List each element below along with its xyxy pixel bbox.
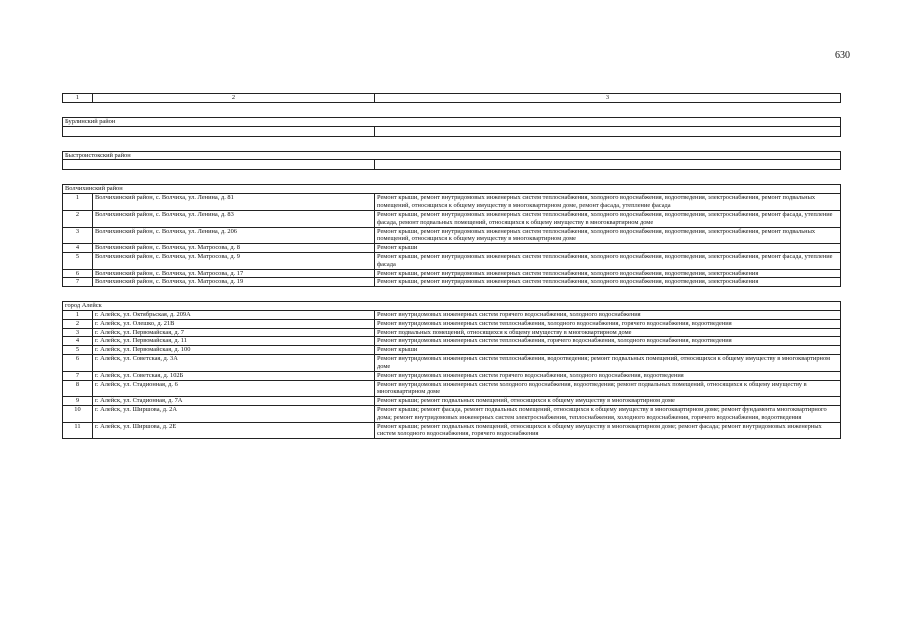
- row-number: 2: [63, 319, 93, 328]
- row-address: г. Алейск, ул. Ширшова, д. 2А: [93, 405, 375, 422]
- table-row: [63, 380, 841, 397]
- row-number: 3: [63, 227, 93, 244]
- table-row: [63, 422, 841, 439]
- row-address: Волчихинский район, с. Волчиха, ул. Матросова, д. 8: [93, 244, 375, 253]
- row-address: Волчихинский район, с. Волчиха, ул. Матросова, д. 17: [93, 269, 375, 278]
- header-col-1: 1: [63, 94, 93, 103]
- section-row: [63, 117, 841, 126]
- row-number: 2: [63, 210, 93, 227]
- row-works: Ремонт крыши; ремонт подвальных помещений, относящихся к общему имуществу в многоквартирном доме: [375, 397, 841, 406]
- section-row: [63, 151, 841, 160]
- row-works: Ремонт крыши, ремонт внутридомовых инженерных систем теплоснабжения, холодного водоснабжения, водоотведения, электроснабжения, ремонт подвальных помещений, относящихся к общему имуществу в многоквартирном доме, ремонт фасада, утепление фасада: [375, 194, 841, 211]
- row-number: 6: [63, 355, 93, 372]
- row-works: Ремонт внутридомовых инженерных систем горячего водоснабжения, холодного водоснабжения: [375, 311, 841, 320]
- row-works: Ремонт крыши, ремонт внутридомовых инженерных систем теплоснабжения, холодного водоснабжения, водоотведения, электроснабжения, ремонт фасада, утепление фасада: [375, 252, 841, 269]
- table-row: [63, 319, 841, 328]
- header-col-3: 3: [375, 94, 841, 103]
- section-spacer: [63, 102, 841, 117]
- row-number: 4: [63, 337, 93, 346]
- row-address: г. Алейск, ул. Первомайская, д. 11: [93, 337, 375, 346]
- row-number: 6: [63, 269, 93, 278]
- row-works: Ремонт крыши, ремонт внутридомовых инженерных систем теплоснабжения, холодного водоснабжения, водоотведения, электроснабжения, ремонт фасада, утепление фасада, ремонт подвальных помещений, относящихся к общему имуществу в многоквартирном доме: [375, 210, 841, 227]
- row-address: Волчихинский район, с. Волчиха, ул. Матросова, д. 19: [93, 278, 375, 287]
- blank-cell: [63, 126, 375, 136]
- row-address: г. Алейск, ул. Стадионная, д. 7А: [93, 397, 375, 406]
- row-works: Ремонт внутридомовых инженерных систем холодного водоснабжения, водоотведения; ремонт подвальных помещений, относящихся к общему имуществу в многоквартирном доме: [375, 380, 841, 397]
- row-number: 7: [63, 371, 93, 380]
- table-row: [63, 269, 841, 278]
- row-works: Ремонт крыши; ремонт фасада, ремонт подвальных помещений, относящихся к общему имуществу в многоквартирном доме; ремонт фундамента многоквартирного дома; ремонт внутридомовых инженерных систем электроснабжения, теплоснабжения, холодного водоснабжения, горячего водоснабжения, водоотведения: [375, 405, 841, 422]
- row-works: Ремонт крыши: [375, 346, 841, 355]
- table-row: [63, 355, 841, 372]
- section-row: [63, 185, 841, 194]
- row-address: г. Алейск, ул. Советская, д. 3А: [93, 355, 375, 372]
- blank-cell: [375, 126, 841, 136]
- row-works: Ремонт крыши, ремонт внутридомовых инженерных систем теплоснабжения, холодного водоснабжения, водоотведения, электроснабжения: [375, 269, 841, 278]
- row-works: Ремонт внутридомовых инженерных систем теплоснабжения, водоотведения; ремонт подвальных помещений, относящихся к общему имуществу в многоквартирном доме: [375, 355, 841, 372]
- row-number: 8: [63, 380, 93, 397]
- blank-cell: [63, 160, 375, 170]
- row-works: Ремонт крыши; ремонт подвальных помещений, относящихся к общему имуществу в многоквартирном доме; ремонт фасада; ремонт внутридомовых инженерных систем холодного водоснабжения, горячего водоснабжения: [375, 422, 841, 439]
- row-address: Волчихинский район, с. Волчиха, ул. Матросова, д. 9: [93, 252, 375, 269]
- table-row: [63, 252, 841, 269]
- table-row: [63, 210, 841, 227]
- table-body: [63, 94, 841, 439]
- row-number: 11: [63, 422, 93, 439]
- row-address: г. Алейск, ул. Ширшова, д. 2Е: [93, 422, 375, 439]
- header-col-2: 2: [93, 94, 375, 103]
- row-works: Ремонт подвальных помещений, относящихся к общему имуществу в многоквартирном доме: [375, 328, 841, 337]
- table-row: [63, 194, 841, 211]
- section-title: город Алейск: [63, 302, 841, 311]
- row-address: Волчихинский район, с. Волчиха, ул. Ленина, д. 206: [93, 227, 375, 244]
- table-row: [63, 397, 841, 406]
- blank-row: [63, 126, 841, 136]
- row-number: 10: [63, 405, 93, 422]
- section-row: [63, 302, 841, 311]
- row-number: 4: [63, 244, 93, 253]
- row-address: г. Алейск, ул. Советская, д. 102Б: [93, 371, 375, 380]
- row-address: г. Алейск, ул. Октябрьская, д. 209А: [93, 311, 375, 320]
- row-address: г. Алейск, ул. Первомайская, д. 7: [93, 328, 375, 337]
- row-address: Волчихинский район, с. Волчиха, ул. Ленина, д. 81: [93, 194, 375, 211]
- row-number: 9: [63, 397, 93, 406]
- row-number: 5: [63, 346, 93, 355]
- row-works: Ремонт крыши, ремонт внутридомовых инженерных систем теплоснабжения, холодного водоснабжения, водоотведения, электроснабжения, ремонт подвальных помещений, относящихся к общему имуществу в многоквартирном доме: [375, 227, 841, 244]
- section-spacer: [63, 136, 841, 151]
- header-row: [63, 94, 841, 103]
- row-address: г. Алейск, ул. Стадионная, д. 6: [93, 380, 375, 397]
- row-works: Ремонт внутридомовых инженерных систем теплоснабжения, горячего водоснабжения, холодного водоснабжения, водоотведения: [375, 337, 841, 346]
- row-address: г. Алейск, ул. Олешко, д. 21В: [93, 319, 375, 328]
- row-number: 7: [63, 278, 93, 287]
- row-works: Ремонт внутридомовых инженерных систем горячего водоснабжения, холодного водоснабжения, водоотведения: [375, 371, 841, 380]
- table-row: [63, 244, 841, 253]
- table-row: [63, 371, 841, 380]
- table-row: [63, 328, 841, 337]
- row-number: 5: [63, 252, 93, 269]
- section-title: Волчихинский район: [63, 185, 841, 194]
- row-works: Ремонт внутридомовых инженерных систем теплоснабжения, холодного водоснабжения, горячего водоснабжения, водоотведения: [375, 319, 841, 328]
- section-title: Бурлинский район: [63, 117, 841, 126]
- table-row: [63, 346, 841, 355]
- blank-row: [63, 160, 841, 170]
- row-address: г. Алейск, ул. Первомайская, д. 100: [93, 346, 375, 355]
- section-spacer: [63, 170, 841, 185]
- section-spacer: [63, 287, 841, 302]
- page-number: 630: [835, 50, 850, 61]
- table-row: [63, 278, 841, 287]
- table-row: [63, 227, 841, 244]
- row-number: 3: [63, 328, 93, 337]
- table-row: [63, 405, 841, 422]
- blank-cell: [375, 160, 841, 170]
- row-number: 1: [63, 194, 93, 211]
- section-title: Быстроистокский район: [63, 151, 841, 160]
- row-works: Ремонт крыши, ремонт внутридомовых инженерных систем теплоснабжения, холодного водоснабжения, водоотведения, электроснабжения: [375, 278, 841, 287]
- repair-register-table: [62, 93, 841, 439]
- row-number: 1: [63, 311, 93, 320]
- table-row: [63, 337, 841, 346]
- table-row: [63, 311, 841, 320]
- row-works: Ремонт крыши: [375, 244, 841, 253]
- row-address: Волчихинский район, с. Волчиха, ул. Ленина, д. 83: [93, 210, 375, 227]
